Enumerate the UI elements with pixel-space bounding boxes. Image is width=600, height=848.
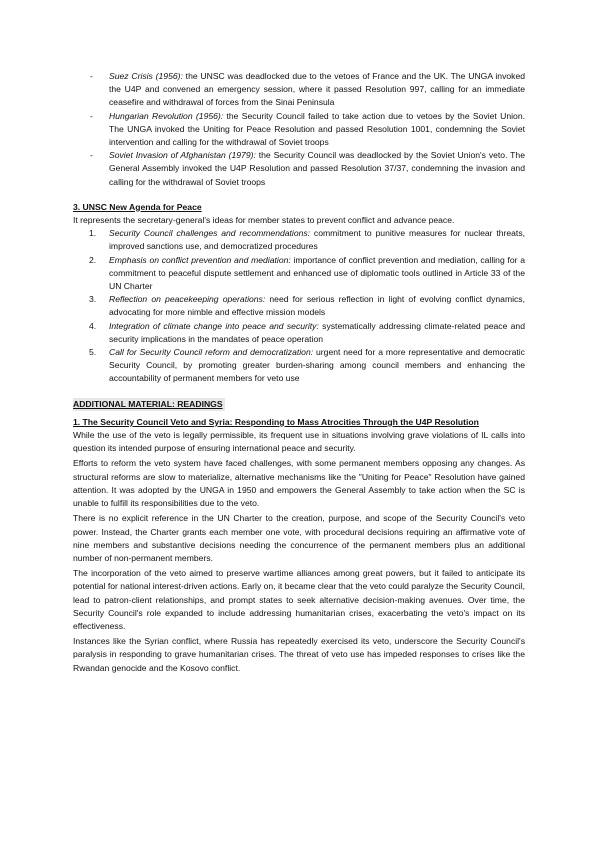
document-page — [73, 70, 525, 675]
item-number: 5. — [89, 347, 97, 358]
agenda-heading: 3. UNSC New Agenda for Peace — [73, 201, 202, 212]
dash-bullet: - — [90, 71, 93, 81]
case-text: the Security Council failed to take action due to vetoes by the Soviet Union. The UNGA invoked the Uniting for Peace Resolution and passed Resolution 1001, condemning the Soviet intervention and calling for the withdrawal of Soviet troops — [109, 110, 525, 148]
item-number: 1. — [89, 228, 97, 239]
item-title: Reflection on peacekeeping operations: — [109, 294, 266, 305]
paragraph: Efforts to reform the veto system have faced challenges, with some permanent members opposing any changes. As structural reforms are slow to materialize, alternative mechanisms like the "Uniting for Peace" Resolution have gained attention. It was adopted by the UNGA in 1950 and empowers the General Assembly to take action when the SC is unable to fulfill its responsibilities due to the veto. — [73, 458, 525, 509]
list-item — [73, 320, 525, 346]
case-title: Soviet Invasion of Afghanistan (1979): — [109, 150, 256, 161]
case-text: the Security Council was deadlocked by the Soviet Union's veto. The General Assembly invoked the U4P Resolution and passed Resolution 37/37, condemning the invasion and calling for the withdrawal of Soviet troops — [109, 150, 525, 187]
item-number: 3. — [89, 294, 97, 305]
paragraph: There is no explicit reference in the UN Charter to the creation, purpose, and scope of the Security Council's veto power. Instead, the Charter grants each member one vote, with procedural decisions requiring an affirmative vote of nine members and substantive decisions needing the concurrence of the permanent members plus an additional number of non-permanent members. — [73, 513, 525, 563]
agenda-list — [73, 227, 525, 385]
item-number: 4. — [89, 320, 97, 331]
item-text: urgent need for a more representative and democratic Security Council, by promoting greater burden-sharing among council members and enhancing the accountability of permanent members for veto use — [109, 347, 525, 384]
additional-heading: ADDITIONAL MATERIAL: READINGS — [73, 398, 225, 411]
case-text: the UNSC was deadlocked due to the vetoes of France and the UK. The UNGA invoked the U4P and convened an emergency session, where it passed Resolution 997, calling for an immediate ceasefire and withdrawal of forces from the Sinai Peninsula — [109, 71, 525, 108]
item-title: Call for Security Council reform and democratization: — [109, 347, 314, 358]
item-title: Emphasis on conflict prevention and mediation: — [109, 254, 291, 265]
agenda-intro: It represents the secretary-general's ideas for member states to prevent conflict and advance peace. — [73, 215, 455, 226]
reading-title: 1. The Security Council Veto and Syria: Responding to Mass Atrocities Through the U4P Resolution — [73, 416, 479, 427]
item-text: systematically addressing climate-related peace and security implications in the mandates of peace operation — [109, 320, 525, 344]
item-text: commitment to punitive measures for nuclear threats, improved sanctions use, and democratized procedures — [109, 228, 525, 252]
item-title: Security Council challenges and recommendations: — [109, 228, 311, 239]
item-text: need for serious reflection in light of evolving conflict dynamics, advocating for more nimble and effective mission models — [109, 294, 525, 318]
list-item — [73, 293, 525, 319]
item-number: 2. — [89, 254, 97, 265]
item-title: Integration of climate change into peace and security: — [109, 320, 319, 331]
list-item — [73, 227, 525, 253]
list-item — [73, 110, 525, 150]
list-item — [73, 254, 525, 294]
case-title: Hungarian Revolution (1956): — [109, 110, 224, 121]
paragraph: While the use of the veto is legally permissible, its frequent use in situations involving grave violations of IL calls into question its intended purpose of ensuring international peace and security. — [73, 430, 525, 454]
paragraph: The incorporation of the veto aimed to preserve wartime alliances among great powers, but it failed to anticipate its potential for national interest-driven actions. Early on, it became clear that the veto could paralyze the Security Council, lead to patron-client relationships, and prompt states to seek alternative decision-making avenues. Over time, the Security Council's role expanded to include addressing humanitarian crises, exacerbating the veto's impact on its effectiveness. — [73, 568, 525, 631]
case-title: Suez Crisis (1956): — [109, 71, 183, 81]
list-item — [73, 346, 525, 386]
list-item — [73, 149, 525, 189]
dash-bullet: - — [90, 110, 93, 121]
item-text: importance of conflict prevention and mediation, calling for a commitment to peaceful dispute settlement and enhanced use of diplomatic tools outlined in Article 33 of the UN Charter — [109, 254, 525, 292]
paragraph: Instances like the Syrian conflict, where Russia has repeatedly exercised its veto, underscore the Security Council's paralysis in responding to grave humanitarian crises. The threat of veto use has impeded responses to crises like the Rwandan genocide and the Kosovo conflict. — [73, 636, 525, 673]
case-list — [73, 70, 525, 189]
list-item — [73, 70, 525, 110]
dash-bullet: - — [90, 150, 93, 161]
